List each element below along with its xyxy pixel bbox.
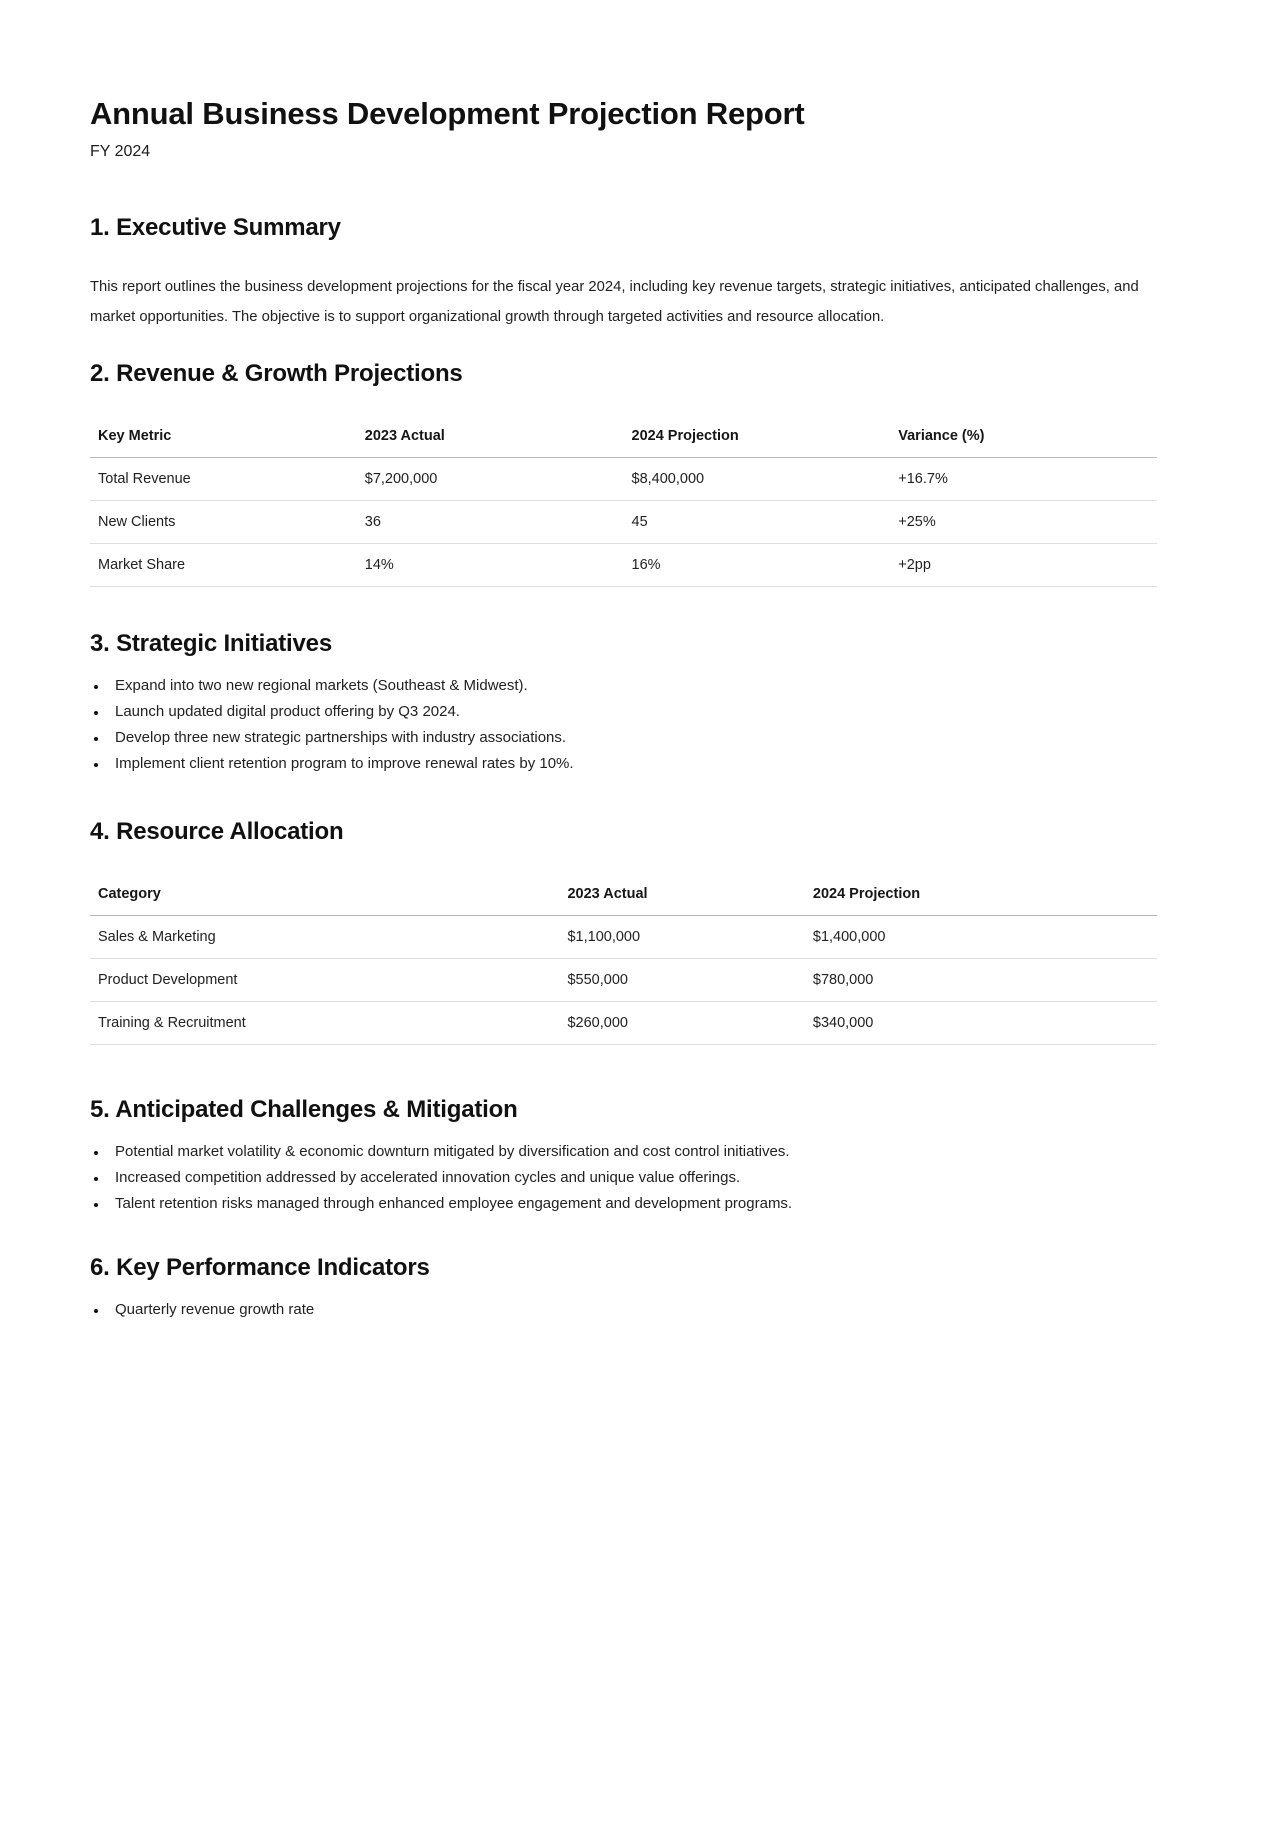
heading-resource-allocation: 4. Resource Allocation [90,818,344,846]
cell-2024-projection: $8,400,000 [624,458,891,501]
table-header-row [90,873,1157,916]
column-header-2023-actual: 2023 Actual [559,873,804,916]
executive-summary-paragraph: This report outlines the business development projections for the fiscal year 2024, including key revenue targets, strategic initiatives, anticipated challenges, and market opportunities. The objective is to support organizational growth through targeted activities and resource allocation. [90,279,1139,326]
table-row-new-clients [90,501,1157,544]
cell-category: Training & Recruitment [90,1002,559,1045]
heading-anticipated-challenges: 5. Anticipated Challenges & Mitigation [90,1096,518,1124]
strategic-initiatives-list [90,673,1157,777]
column-header-2024-projection: 2024 Projection [805,873,1157,916]
cell-metric: New Clients [90,501,357,544]
cell-variance: +25% [890,501,1157,544]
cell-metric: Market Share [90,544,357,587]
table-row-total-revenue [90,458,1157,501]
table-row-training-recruitment [90,1002,1157,1045]
cell-2024-projection: $340,000 [805,1002,1157,1045]
report-subtitle: FY 2024 [90,143,151,161]
cell-2023-actual: $260,000 [559,1002,804,1045]
cell-metric: Total Revenue [90,458,357,501]
list-item: • Develop three new strategic partnerships with industry associations. [108,725,1157,751]
revenue-projections-table [90,415,1157,587]
heading-executive-summary: 1. Executive Summary [90,214,341,242]
column-header-2024-projection: 2024 Projection [624,415,891,458]
list-item: • Potential market volatility & economic downturn mitigated by diversification and cost control initiatives. [108,1139,1157,1165]
cell-variance: +2pp [890,544,1157,587]
cell-2024-projection: $780,000 [805,959,1157,1002]
column-header-category: Category [90,873,559,916]
heading-key-performance-indicators: 6. Key Performance Indicators [90,1254,430,1282]
table-row-market-share [90,544,1157,587]
challenges-list [90,1139,1157,1217]
heading-revenue-growth-projections: 2. Revenue & Growth Projections [90,360,463,388]
list-item: • Increased competition addressed by accelerated innovation cycles and unique value offerings. [108,1165,1157,1191]
list-item: • Expand into two new regional markets (Southeast & Midwest). [108,673,1157,699]
cell-2024-projection: $1,400,000 [805,916,1157,959]
column-header-key-metric: Key Metric [90,415,357,458]
cell-variance: +16.7% [890,458,1157,501]
table-header-row [90,415,1157,458]
column-header-variance: Variance (%) [890,415,1157,458]
list-item: • Launch updated digital product offering by Q3 2024. [108,699,1157,725]
list-item: • Implement client retention program to improve renewal rates by 10%. [108,751,1157,777]
resource-allocation-table [90,873,1157,1045]
cell-2024-projection: 45 [624,501,891,544]
cell-2023-actual: $550,000 [559,959,804,1002]
table-row-product-development [90,959,1157,1002]
list-item: • Talent retention risks managed through enhanced employee engagement and development programs. [108,1191,1157,1217]
column-header-2023-actual: 2023 Actual [357,415,624,458]
cell-2023-actual: 36 [357,501,624,544]
cell-2023-actual: $7,200,000 [357,458,624,501]
kpi-list [90,1297,1157,1323]
cell-category: Sales & Marketing [90,916,559,959]
cell-2023-actual: 14% [357,544,624,587]
report-title: Annual Business Development Projection Report [90,96,805,131]
cell-category: Product Development [90,959,559,1002]
kpi-bullet-partial: • Quarterly revenue growth rate [108,1297,1157,1323]
heading-strategic-initiatives: 3. Strategic Initiatives [90,630,332,658]
cell-2023-actual: $1,100,000 [559,916,804,959]
cell-2024-projection: 16% [624,544,891,587]
table-row-sales-marketing [90,916,1157,959]
